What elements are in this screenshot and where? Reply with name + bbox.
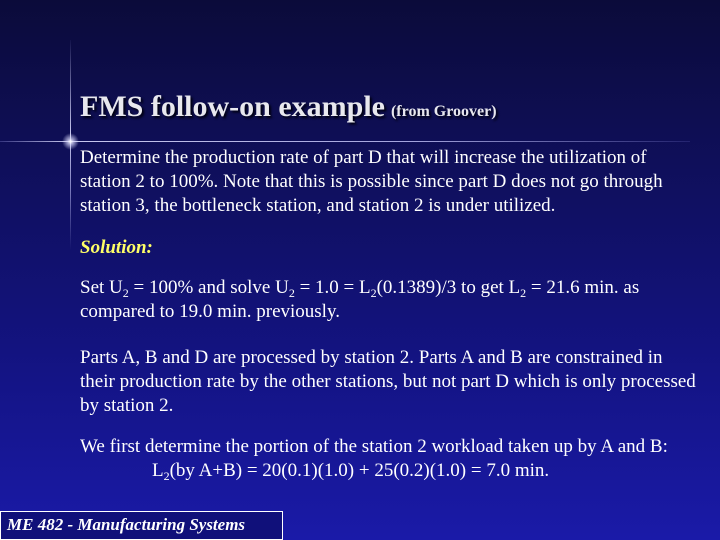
workload-explanation [80, 435, 700, 483]
footer-text: ME 482 - Manufacturing Systems [7, 515, 246, 534]
solution-label: Solution: [80, 237, 153, 258]
decorative-sparkle-icon [62, 133, 79, 150]
footer-course-label [0, 511, 283, 540]
slide-title [80, 89, 497, 130]
decorative-horizontal-line [0, 141, 690, 142]
slide-title-main: FMS follow-on example [80, 90, 385, 123]
solution-equation: Set $U_2 = 100\%$ and solve $U_2 = 1.0 = L_2(0.1389)/3$ to get $L_2 = 21.6$ min. as compared to 19.0 min. previously. [80, 277, 640, 322]
problem-statement: Determine the production rate of part D that will increase the utilization of station 2 to 100%. Note that this is possible since part D does not go through station 3, the bottleneck station, and station 2 is under utilized. [80, 147, 663, 216]
slide-title-source: (from Groover) [390, 103, 497, 120]
workload-formula: $L_2(by$ A+B) = 20(0.1)(1.0) + 25(0.2)(1.0) = 7.0 min. [152, 460, 550, 483]
workload-text: We first determine the portion of the station 2 workload taken up by A and B: [80, 436, 668, 457]
parts-explanation: Parts A, B and D are processed by station 2. Parts A and B are constrained in their production rate by the other stations, but not part D which is only processed by station 2. [80, 347, 696, 416]
